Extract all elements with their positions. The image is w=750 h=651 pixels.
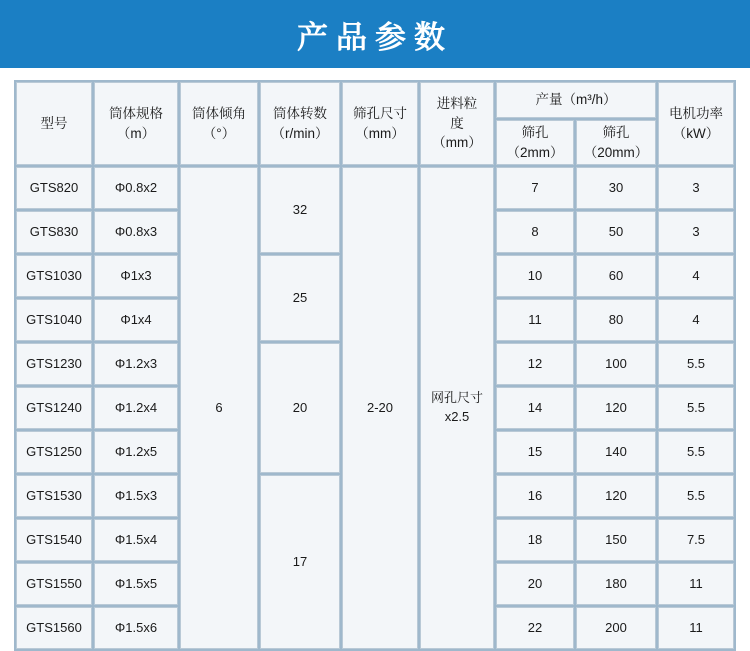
- cell-model: GTS1530: [16, 475, 92, 517]
- cell-model: GTS830: [16, 211, 92, 253]
- cell-spec: Φ1.5x3: [94, 475, 178, 517]
- cell-spec: Φ1.2x5: [94, 431, 178, 473]
- cell-capacity-20mm: 100: [576, 343, 656, 385]
- cell-capacity-20mm: 30: [576, 167, 656, 209]
- parameters-table-container: [0, 68, 750, 651]
- cell-capacity-20mm: 50: [576, 211, 656, 253]
- cell-spec: Φ1.5x5: [94, 563, 178, 605]
- cell-motor-power: 3: [658, 211, 734, 253]
- cell-spec: Φ1.2x4: [94, 387, 178, 429]
- cell-inclination-merged: 6: [180, 167, 258, 649]
- header-capacity-group: 产量（m³/h）: [496, 82, 656, 118]
- cell-model: GTS1230: [16, 343, 92, 385]
- cell-model: GTS1040: [16, 299, 92, 341]
- header-capacity-20mm: 筛孔 （20mm）: [576, 120, 656, 165]
- cell-model: GTS1240: [16, 387, 92, 429]
- cell-capacity-2mm: 16: [496, 475, 574, 517]
- cell-rotation-17: 17: [260, 475, 340, 649]
- header-feed-size: 进料粒 度 （mm）: [420, 82, 494, 165]
- cell-motor-power: 7.5: [658, 519, 734, 561]
- cell-spec: Φ1.5x6: [94, 607, 178, 649]
- cell-capacity-20mm: 120: [576, 475, 656, 517]
- cell-spec: Φ1.2x3: [94, 343, 178, 385]
- cell-motor-power: 11: [658, 607, 734, 649]
- cell-spec: Φ1.5x4: [94, 519, 178, 561]
- cell-motor-power: 4: [658, 255, 734, 297]
- cell-model: GTS1030: [16, 255, 92, 297]
- cell-model: GTS1560: [16, 607, 92, 649]
- cell-capacity-2mm: 10: [496, 255, 574, 297]
- cell-motor-power: 5.5: [658, 387, 734, 429]
- cell-feed-size-merged: 网孔尺寸x2.5: [420, 167, 494, 649]
- cell-capacity-20mm: 120: [576, 387, 656, 429]
- page-title: 产品参数: [297, 19, 453, 55]
- cell-capacity-20mm: 180: [576, 563, 656, 605]
- cell-capacity-2mm: 12: [496, 343, 574, 385]
- cell-capacity-20mm: 150: [576, 519, 656, 561]
- table-row: [16, 167, 734, 209]
- cell-spec: Φ0.8x3: [94, 211, 178, 253]
- cell-capacity-2mm: 11: [496, 299, 574, 341]
- cell-spec: Φ1x4: [94, 299, 178, 341]
- cell-model: GTS1250: [16, 431, 92, 473]
- cell-model: GTS1550: [16, 563, 92, 605]
- cell-rotation-32: 32: [260, 167, 340, 253]
- cell-capacity-2mm: 7: [496, 167, 574, 209]
- cell-mesh-size-merged: 2-20: [342, 167, 418, 649]
- cell-capacity-20mm: 60: [576, 255, 656, 297]
- cell-capacity-2mm: 15: [496, 431, 574, 473]
- cell-spec: Φ1x3: [94, 255, 178, 297]
- cell-model: GTS820: [16, 167, 92, 209]
- cell-capacity-2mm: 8: [496, 211, 574, 253]
- cell-capacity-2mm: 20: [496, 563, 574, 605]
- cell-motor-power: 4: [658, 299, 734, 341]
- product-parameters-table: [14, 80, 736, 651]
- cell-spec: Φ0.8x2: [94, 167, 178, 209]
- cell-capacity-20mm: 80: [576, 299, 656, 341]
- header-mesh-size: 筛孔尺寸 （mm）: [342, 82, 418, 165]
- header-model: 型号: [16, 82, 92, 165]
- page-banner: [0, 0, 750, 68]
- cell-motor-power: 3: [658, 167, 734, 209]
- cell-capacity-2mm: 22: [496, 607, 574, 649]
- cell-model: GTS1540: [16, 519, 92, 561]
- cell-motor-power: 5.5: [658, 343, 734, 385]
- header-capacity-2mm: 筛孔 （2mm）: [496, 120, 574, 165]
- cell-rotation-25: 25: [260, 255, 340, 341]
- table-header-row-1: [16, 82, 734, 118]
- cell-capacity-20mm: 200: [576, 607, 656, 649]
- cell-motor-power: 5.5: [658, 475, 734, 517]
- cell-motor-power: 11: [658, 563, 734, 605]
- header-cylinder-spec: 筒体规格 （m）: [94, 82, 178, 165]
- header-motor-power: 电机功率 （kW）: [658, 82, 734, 165]
- cell-capacity-2mm: 14: [496, 387, 574, 429]
- cell-rotation-20: 20: [260, 343, 340, 473]
- header-rotation: 筒体转数 （r/min）: [260, 82, 340, 165]
- cell-motor-power: 5.5: [658, 431, 734, 473]
- cell-capacity-2mm: 18: [496, 519, 574, 561]
- cell-capacity-20mm: 140: [576, 431, 656, 473]
- header-inclination: 筒体倾角 （°）: [180, 82, 258, 165]
